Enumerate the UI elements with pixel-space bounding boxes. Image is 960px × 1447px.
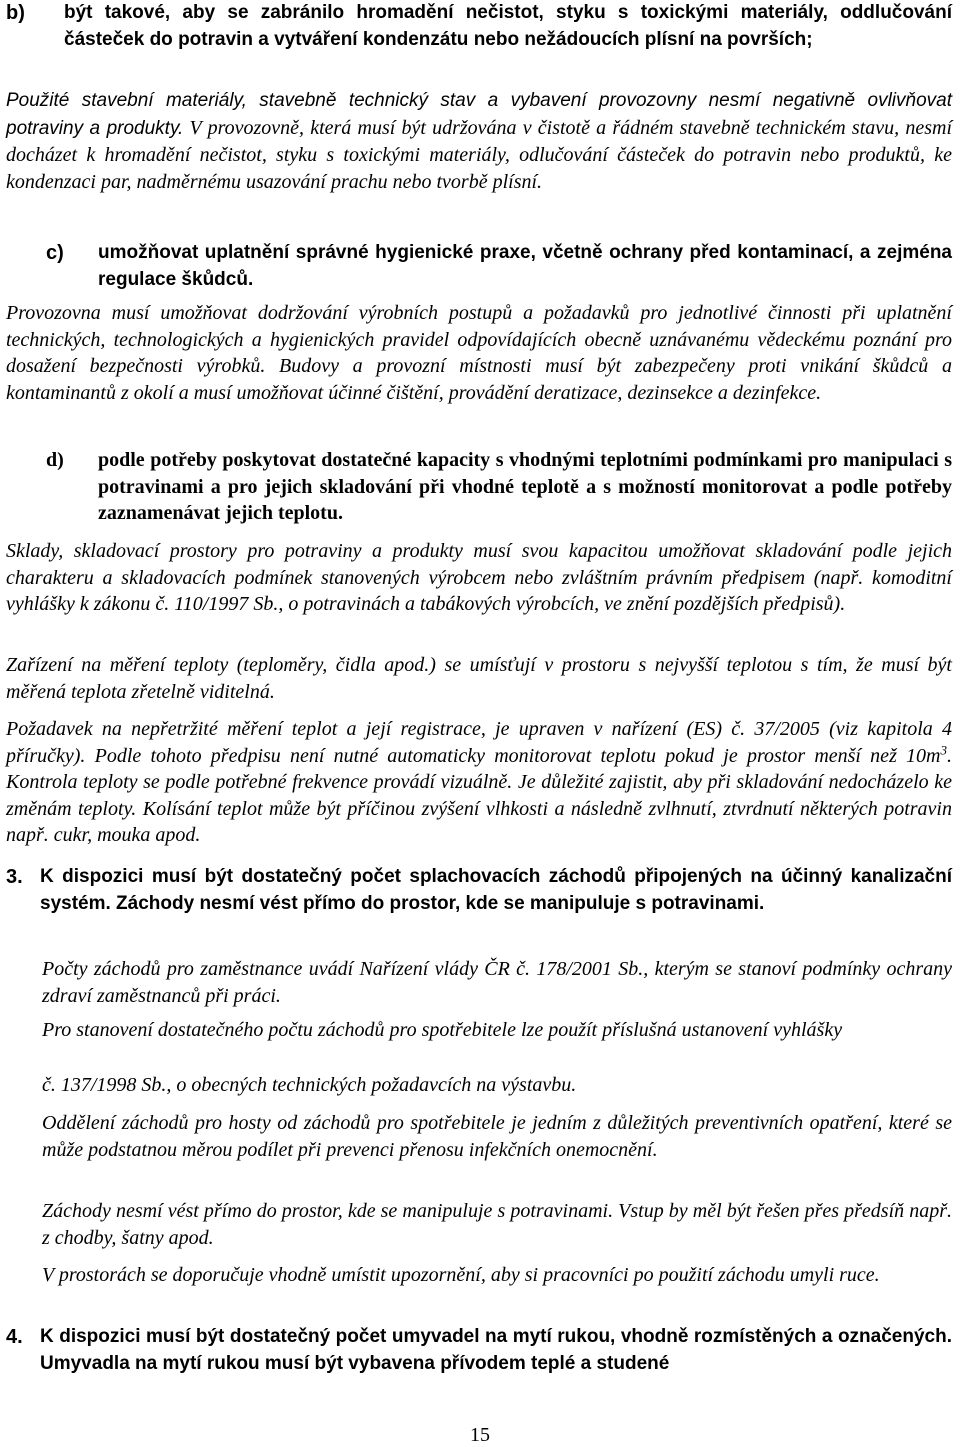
explanation-3-2b-text: č. 137/1998 Sb., o obecných technických požadavcích na výstavbu. <box>42 1074 577 1096</box>
requirement-3-text: K dispozici musí být dostatečný počet splachovacích záchodů připojených na účinný kanalizační systém. Záchody nesmí vést přímo do prostor, kde se manipuluje s potravinami. <box>40 866 952 914</box>
explanation-3-2 <box>42 1017 952 1071</box>
explanation-d-2 <box>6 652 952 706</box>
requirement-4 <box>6 1324 952 1380</box>
explanation-3-1 <box>42 956 952 1010</box>
explanation-3-4 <box>42 1198 952 1252</box>
explanation-3-2b <box>42 1072 952 1100</box>
superscript-3: 3 <box>940 741 947 757</box>
explanation-c-text: Provozovna musí umožňovat dodržování výrobních postupů a požadavků pro jednotlivé činnosti při uplatnění technických, technologických a hygienických pravidel odpovídajících obecně uznávanému vědeckému poznání pro dosažení bezpečnosti výrobků. Budovy a provozní místnosti musí být zabezpečeny proti vnikání škůdců a kontaminantů z okolí a musí umožňovat účinné čištění, provádění deratizace, dezinsekce a dezinfekce. <box>6 302 952 404</box>
explanation-d-1 <box>6 538 952 646</box>
requirement-d-text: podle potřeby poskytovat dostatečné kapacity s vhodnými teplotními podmínkami pro manipulaci s potravinami a pro jejich skladování při vhodné teplotě a s možností monitorovat a podle potřeby zaznamenávat jejich teplotu. <box>98 449 952 524</box>
requirement-3-label: 3. <box>6 866 23 888</box>
requirement-b-text: být takové, aby se zabránilo hromadění nečistot, styku s toxickými materiály, oddlučování částeček do potravin a vytváření kondenzátu nebo nežádoucích plísní na površích; <box>64 2 952 50</box>
explanation-3-3-text: Oddělení záchodů pro hosty od záchodů pro spotřebitele je jedním z důležitých preventivních opatření, které se může podstatnou měrou podílet při prevenci přenosu infekčních onemocnění. <box>42 1112 952 1161</box>
requirement-c-text: umožňovat uplatnění správné hygienické praxe, včetně ochrany před kontaminací, a zejména regulace škůdců. <box>98 242 952 290</box>
explanation-3-1-text: Počty záchodů pro zaměstnance uvádí Nařízení vlády ČR č. 178/2001 Sb., kterým se stanoví podmínky ochrany zdraví zaměstnanců při práci. <box>42 958 952 1007</box>
requirement-4-text: K dispozici musí být dostatečný počet umyvadel na mytí rukou, vhodně rozmístěných a označených. Umyvadla na mytí rukou musí být vybavena přívodem teplé a studené <box>40 1326 952 1374</box>
requirement-4-label: 4. <box>6 1326 23 1348</box>
explanation-d-1-text: Sklady, skladovací prostory pro potraviny a produkty musí svou kapacitou umožňovat skladování podle jejich charakteru a skladovacích podmínek stanovených výrobcem nebo zvláštním právním předpisem (např. komoditní vyhlášky k zákonu č. 110/1997 Sb., o potravinách a tabákových výrobcích, ve znění pozdějších předpisů). <box>6 540 952 615</box>
explanation-3-2-text: Pro stanovení dostatečného počtu záchodů pro spotřebitele lze použít příslušná ustanovení vyhlášky <box>42 1019 843 1041</box>
explanation-b-arial: Použité stavební materiály, stavebně technický stav a vybavení provozovny nesmí negativně ovlivňovat potraviny a produkty. <box>6 90 952 139</box>
explanation-3-5-text: V prostorách se doporučuje vhodně umístit upozornění, aby si pracovníci po použití záchodu umyli ruce. <box>42 1264 880 1286</box>
explanation-d-3 <box>6 716 952 856</box>
requirement-b-label: b) <box>6 2 25 24</box>
page-number: 15 <box>470 1424 490 1446</box>
explanation-c <box>6 300 952 436</box>
requirement-d <box>46 447 952 531</box>
requirement-3 <box>6 864 952 948</box>
explanation-b-serif: V provozovně, která musí být udržována v čistotě a řádném stavebně technickém stavu, nesmí docházet k hromadění nečistot, styku s toxickými materiály, odlučování částeček do potravin nebo produktů, ke kondenzaci par, nadměrnému usazování prachu nebo tvorbě plísní. <box>6 116 952 193</box>
explanation-3-3 <box>42 1110 952 1190</box>
requirement-d-label: d) <box>46 449 64 471</box>
explanation-3-4-text: Záchody nesmí vést přímo do prostor, kde se manipuluje s potravinami. Vstup by měl být řešen přes předsíň např. z chodby, šatny apod. <box>42 1200 952 1249</box>
explanation-3-5 <box>42 1262 952 1316</box>
requirement-b <box>6 0 952 80</box>
requirement-c <box>46 240 952 296</box>
explanation-b <box>6 87 952 227</box>
explanation-d-3-text-a: Požadavek na nepřetržité měření teplot a její registrace, je upraven v nařízení (ES) č. 37/2005 (viz kapitola 4 příručky). Podle tohoto předpisu není nutné automaticky monitorovat teplotu pokud je prostor menší než 10m <box>6 718 952 767</box>
explanation-d-3-text-b: . Kontrola teploty se podle potřebné frekvence provádí vizuálně. Je důležité zajistit, aby při skladování nedocházelo ke změnám teploty. Kolísání teplot může být příčinou zvýšení vlhkosti a následně zvlhnutí, ztvrdnutí některých potravin např. cukr, mouka apod. <box>6 744 952 846</box>
explanation-d-2-text: Zařízení na měření teploty (teploměry, čidla apod.) se umísťují v prostoru s nejvyšší teplotou s tím, že musí být měřená teplota zřetelně viditelná. <box>6 654 952 703</box>
requirement-c-label: c) <box>46 242 64 264</box>
